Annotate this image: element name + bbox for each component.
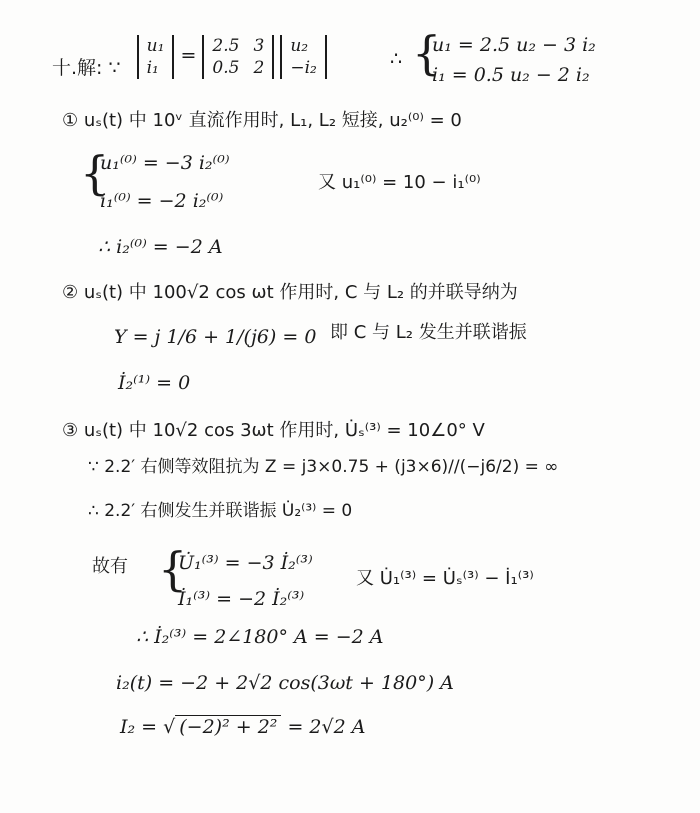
section3-line2: ∴ 2.2′ 右侧发生并联谐振 U̇₂⁽³⁾ = 0 — [88, 501, 353, 521]
i2-rms-prefix: I₂ = — [120, 716, 158, 738]
therefore-symbol: ∴ — [390, 48, 403, 70]
section3-side: 又 U̇₁⁽³⁾ = U̇ₛ⁽³⁾ − İ₁⁽³⁾ — [356, 568, 534, 589]
system-eq-top: u₁ = 2.5 u₂ − 3 i₂ — [432, 34, 596, 56]
section3-result: ∴ İ₂⁽³⁾ = 2∠180° A = −2 A — [136, 626, 384, 648]
section3-prefix: 故有 — [92, 556, 128, 577]
section3-title: ③ uₛ(t) 中 10√2 cos 3ωt 作用时, U̇ₛ⁽³⁾ = 10∠0° V — [62, 420, 485, 441]
section3-eq2: İ₁⁽³⁾ = −2 İ₂⁽³⁾ — [178, 588, 305, 610]
section2-side: 即 C 与 L₂ 发生并联谐振 — [330, 322, 527, 343]
section1-eq2: i₁⁽⁰⁾ = −2 i₂⁽⁰⁾ — [100, 190, 224, 212]
lhs-cell: i₁ — [146, 58, 159, 78]
coeff-cell: 2 — [253, 58, 265, 78]
i2-rms-suffix: = 2√2 A — [287, 716, 366, 738]
rhs-matrix — [280, 34, 327, 79]
section3-brace: { — [158, 542, 188, 596]
coeff-matrix — [202, 34, 274, 79]
lhs-cell: u₁ — [146, 36, 165, 56]
section1-eq1: u₁⁽⁰⁾ = −3 i₂⁽⁰⁾ — [100, 152, 230, 174]
rhs-cell: u₂ — [290, 36, 309, 56]
coeff-cell: 0.5 — [212, 58, 240, 78]
header-label: 十.解: ∵ — [52, 56, 121, 79]
section2-eq: Y = j 1/6 + 1/(j6) = 0 — [114, 326, 317, 348]
section1-result: ∴ i₂⁽⁰⁾ = −2 A — [98, 236, 223, 258]
lhs-matrix — [137, 34, 175, 79]
section3-line1: ∵ 2.2′ 右侧等效阻抗为 Z = j3×0.75 + (j3×6)//(−j6/2) = ∞ — [88, 457, 559, 477]
section1-title: ① uₛ(t) 中 10ᵛ 直流作用时, L₁, L₂ 短接, u₂⁽⁰⁾ = 0 — [62, 110, 462, 131]
header-line: 十.解: ∵ u₁ i₁ = 2.5 3 0.5 2 u₂ −i₂ — [52, 34, 327, 94]
system-brace: { — [412, 26, 442, 80]
coeff-cell: 3 — [253, 36, 265, 56]
section2-title: ② uₛ(t) 中 100√2 cos ωt 作用时, C 与 L₂ 的并联导纳为 — [62, 282, 518, 303]
i2-time-expression: i₂(t) = −2 + 2√2 cos(3ωt + 180°) A — [116, 672, 454, 694]
rhs-cell: −i₂ — [290, 58, 317, 78]
coeff-cell: 2.5 — [212, 36, 240, 56]
section1-brace: { — [80, 146, 110, 200]
i2-rms-radicand: (−2)² + 2² — [175, 715, 281, 738]
section1-side-eq: 又 u₁⁽⁰⁾ = 10 − i₁⁽⁰⁾ — [318, 172, 481, 193]
section3-eq1: U̇₁⁽³⁾ = −3 İ₂⁽³⁾ — [178, 552, 313, 574]
section2-result: İ₂⁽¹⁾ = 0 — [118, 372, 191, 394]
i2-rms-line: I₂ = √ (−2)² + 2² = 2√2 A — [120, 716, 366, 738]
system-eq-bottom: i₁ = 0.5 u₂ − 2 i₂ — [432, 64, 590, 86]
